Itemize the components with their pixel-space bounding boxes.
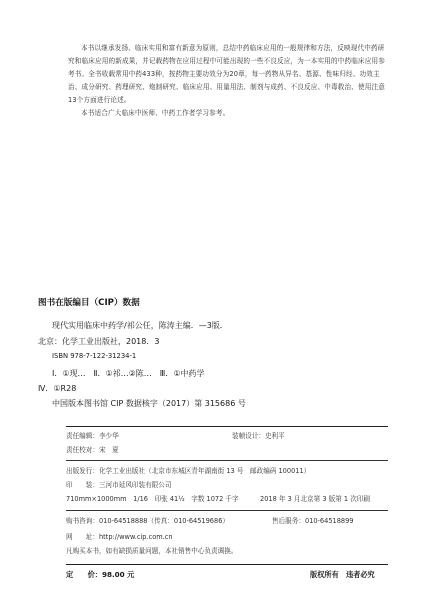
publisher-info: 出版发行：化学工业出版社（北京市东城区青年湖南街 13 号 邮政编码 100011） <box>66 467 311 475</box>
top-rule <box>66 426 388 427</box>
book-summary <box>68 42 386 120</box>
printer-label: 印 装： <box>66 481 99 489</box>
price: 定 价：98.00 元 <box>66 570 135 579</box>
summary-paragraph: 本书以继承发扬、临床实用和富有新意为原则，总结中药临床应用的一般规律和方法，反映现代中药研究和临床应用的新成果，并记载药物在应用过程中可能出现的一些不良反应，为一本实用的中药临床应用参考书。全书收载常用中药433种，按药物主要功效分为20章，每一药物从异名、基源、性味归经、功效主治、成分研究、药理研究、炮制研究、临床应用、用量用法、制剂与成药、不良反应、中毒救治、使用注意13个方面进行论述。 <box>68 44 385 104</box>
copyright-notice: 版权所有 违者必究 <box>310 570 375 579</box>
cip-number: 中国版本图书馆 CIP 数据核字（2017）第 315686 号 <box>52 399 246 408</box>
bottom-rule <box>66 564 388 565</box>
binding-designer: 装帧设计：史利平 <box>232 432 285 440</box>
purchase-contact: 购书咨询：010-64518888（传真：010-64519686） <box>66 517 229 525</box>
cip-publisher-line: 北京：化学工业出版社，2018．3 <box>38 337 160 346</box>
cip-title-line: 现代实用临床中药学/祁公任，陈涛主编．—3版． <box>52 321 228 330</box>
proofreader: 责任校对：宋 夏 <box>66 446 119 454</box>
section-rule <box>66 460 388 461</box>
section-rule <box>66 510 388 511</box>
cip-isbn: ISBN 978-7-122-31234-1 <box>52 352 137 360</box>
quality-notice: 凡购买本书，如有缺损质量问题，本社销售中心负责调换。 <box>66 547 238 555</box>
printer-info <box>66 479 172 489</box>
audience-paragraph: 本书适合广大临床中医师、中药工作者学习参考。 <box>81 109 230 117</box>
edition-info: 2018 年 3 月北京第 3 版第 1 次印刷 <box>260 495 370 503</box>
responsible-editor: 责任编辑：李少华 <box>66 432 119 440</box>
website: 网 址：http://www.cip.com.cn <box>66 533 173 541</box>
printer-name: 三河市延风印装有限公司 <box>98 481 172 489</box>
cip-heading: 图书在版编目（CIP）数据 <box>38 298 140 308</box>
after-sales-contact: 售后服务：010-64518899 <box>272 517 354 525</box>
format-info: 710mm×1000mm 1/16 印张 41½ 字数 1072 千字 <box>66 495 239 503</box>
cip-classification-2: Ⅳ．①R28 <box>38 384 77 393</box>
cip-classification-1: Ⅰ．①现… Ⅱ．①祁…②陈… Ⅲ．①中药学 <box>52 369 205 378</box>
